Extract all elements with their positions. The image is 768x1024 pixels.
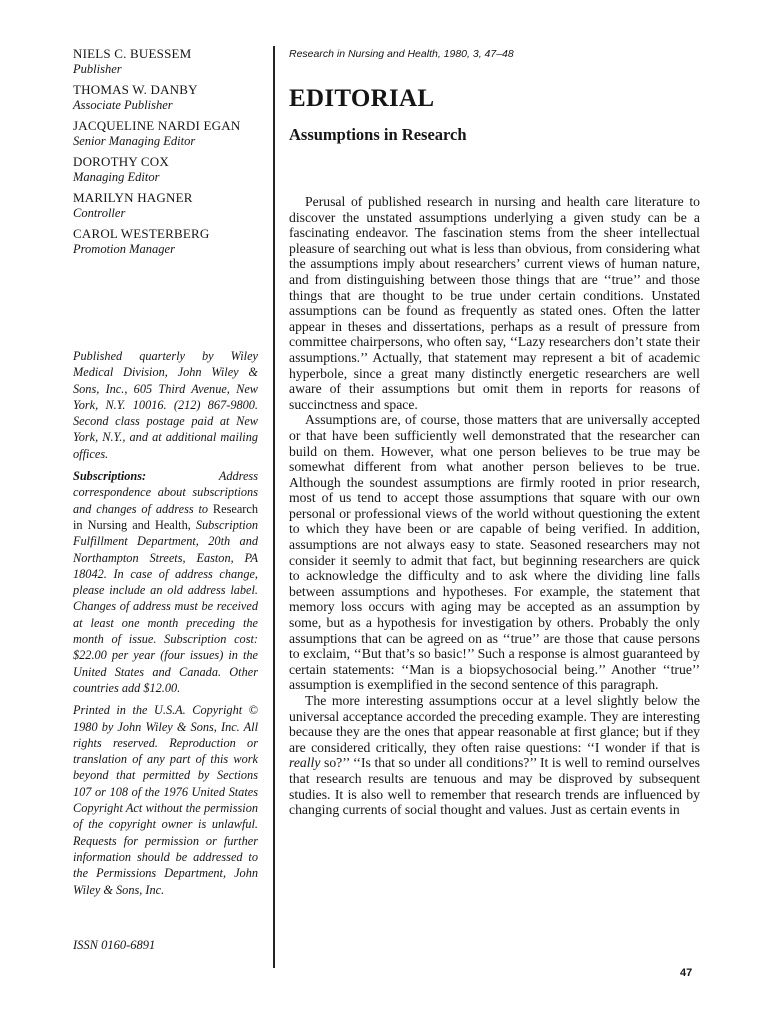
staff-name: NIELS C. BUESSEM xyxy=(73,46,192,61)
staff-entry xyxy=(73,118,263,149)
paragraph-text: The more interesting assumptions occur at a level slightly below the universal acceptance accorded the preceding example. They are interesting because they are the ones that appear reasonable at first glance; but if they are considered critically, they often raise questions: ‘‘I wonder if that is xyxy=(289,693,700,755)
body-paragraph xyxy=(289,693,700,818)
staff-title: Controller xyxy=(73,206,126,220)
staff-name: CAROL WESTERBERG xyxy=(73,226,210,241)
subscriptions-journal-name: Research in Nursing and Health, xyxy=(73,501,258,532)
column-divider xyxy=(273,46,275,968)
body-paragraph: Perusal of published research in nursing and health care literature to discover the unstated assumptions underlying a given study can be a fascinating endeavor. The fascination stems from the sheer intellectual pleasure of searching out what is less than obvious, from considering what the assumptions imply about researchers’ current views of human nature, and from distinguishing between those things that are ‘‘true’’ and those things that are thought to be true under certain conditions. Unstated assumptions can be found as frequently as stated ones. Often the latter appear in theses and dissertations, perhaps as a result of pressure from committee chairpersons, who often say, ‘‘Lazy researchers don’t state their assumptions.’’ Actually, that statement may represent a bit of academic hyperbole, since a great many distinctly energetic researchers are well aware of their assumptions but omit them in reports for reasons of succinctness and space. xyxy=(289,194,700,412)
subscriptions-note xyxy=(73,468,258,696)
masthead-staff-list xyxy=(73,46,263,262)
article-title: Assumptions in Research xyxy=(289,125,467,144)
issn-number: ISSN 0160-6891 xyxy=(73,938,156,952)
staff-name: MARILYN HAGNER xyxy=(73,190,193,205)
staff-name: JACQUELINE NARDI EGAN xyxy=(73,118,241,133)
staff-entry xyxy=(73,46,263,77)
copyright-notice: Printed in the U.S.A. Copyright © 1980 by John Wiley & Sons, Inc. All rights reserved. Reproduction or translation of any part of this work beyond that permitted by Sections 107 or 108 of the 1976 United States Copyright Act without the permission of the copyright owner is unlawful. Requests for permission or further information should be addressed to the Permissions Department, John Wiley & Sons, Inc. xyxy=(73,703,258,897)
staff-entry xyxy=(73,154,263,185)
publication-statement: Published quarterly by Wiley Medical Division, John Wiley & Sons, Inc., 605 Third Avenue, New York, N.Y. 10016. (212) 867-9800. Second class postage paid at New York, N.Y., and at additional mailing offices. xyxy=(73,349,258,461)
article-heading: EDITORIAL xyxy=(289,85,435,112)
paragraph-text: so?’’ ‘‘Is that so under all conditions?’’ It is well to remind ourselves that research results are tenuous and may be disproved by subsequent studies. It is also well to remember that research trends are influenced by changing currents of social thought and values. Just as certain events in xyxy=(289,755,701,818)
publication-info xyxy=(73,348,258,904)
staff-title: Managing Editor xyxy=(73,170,160,184)
staff-title: Associate Publisher xyxy=(73,98,173,112)
staff-title: Promotion Manager xyxy=(73,242,175,256)
staff-entry xyxy=(73,82,263,113)
staff-name: DOROTHY COX xyxy=(73,154,169,169)
staff-entry xyxy=(73,190,263,221)
subscriptions-text-pre: Address correspondence about subscriptions and changes of address to xyxy=(73,469,258,516)
article-body xyxy=(289,194,700,818)
staff-name: THOMAS W. DANBY xyxy=(73,82,198,97)
body-paragraph: Assumptions are, of course, those matters that are universally accepted or that have been sufficiently well demonstrated that the researcher can build on them. However, what one person believes to be true may be somewhat different from what another person believes to be true. Although the soundest assumptions are firmly rooted in prior research, most of us tend to accept those assumptions that square with our own personal or professional views of the world without questioning the extent to which they have been or are capable of being verified. In addition, assumptions are not always easy to state. Seasoned researchers may not consider it seemly to admit that fact, but beginning researchers are quick to acknowledge the difficulty and to ask where the dividing line falls between assumptions and hypotheses. For example, the statement that memory loss occurs with aging may be accepted as an assumption by some, but as a hypothesis for investigation by others. Probably the only assumptions that can be agreed on as ‘‘true’’ are those that cause persons to exclaim, ‘‘But that’s so basic!’’ Such a response is almost guaranteed by certain statements: ‘‘Man is a biopsychosocial being.’’ Another ‘‘true’’ assumption is exemplified in the second sentence of this paragraph. xyxy=(289,412,700,693)
staff-title: Senior Managing Editor xyxy=(73,134,196,148)
staff-entry xyxy=(73,226,263,257)
subscriptions-text-post: Subscription Fulfillment Department, 20th and Northampton Streets, Easton, PA 18042. In case of address change, please include an old address label. Changes of address must be received at least one month preceding the month of issue. Subscription cost: $22.00 per year (four issues) in the United States and Canada. Other countries add $12.00. xyxy=(73,517,258,695)
page-number: 47 xyxy=(680,967,693,979)
running-head: Research in Nursing and Health, 1980, 3, 47–48 xyxy=(289,48,514,60)
staff-title: Publisher xyxy=(73,62,122,76)
emphasis-text: really xyxy=(289,755,321,771)
subscriptions-label: Subscriptions: xyxy=(73,469,147,484)
